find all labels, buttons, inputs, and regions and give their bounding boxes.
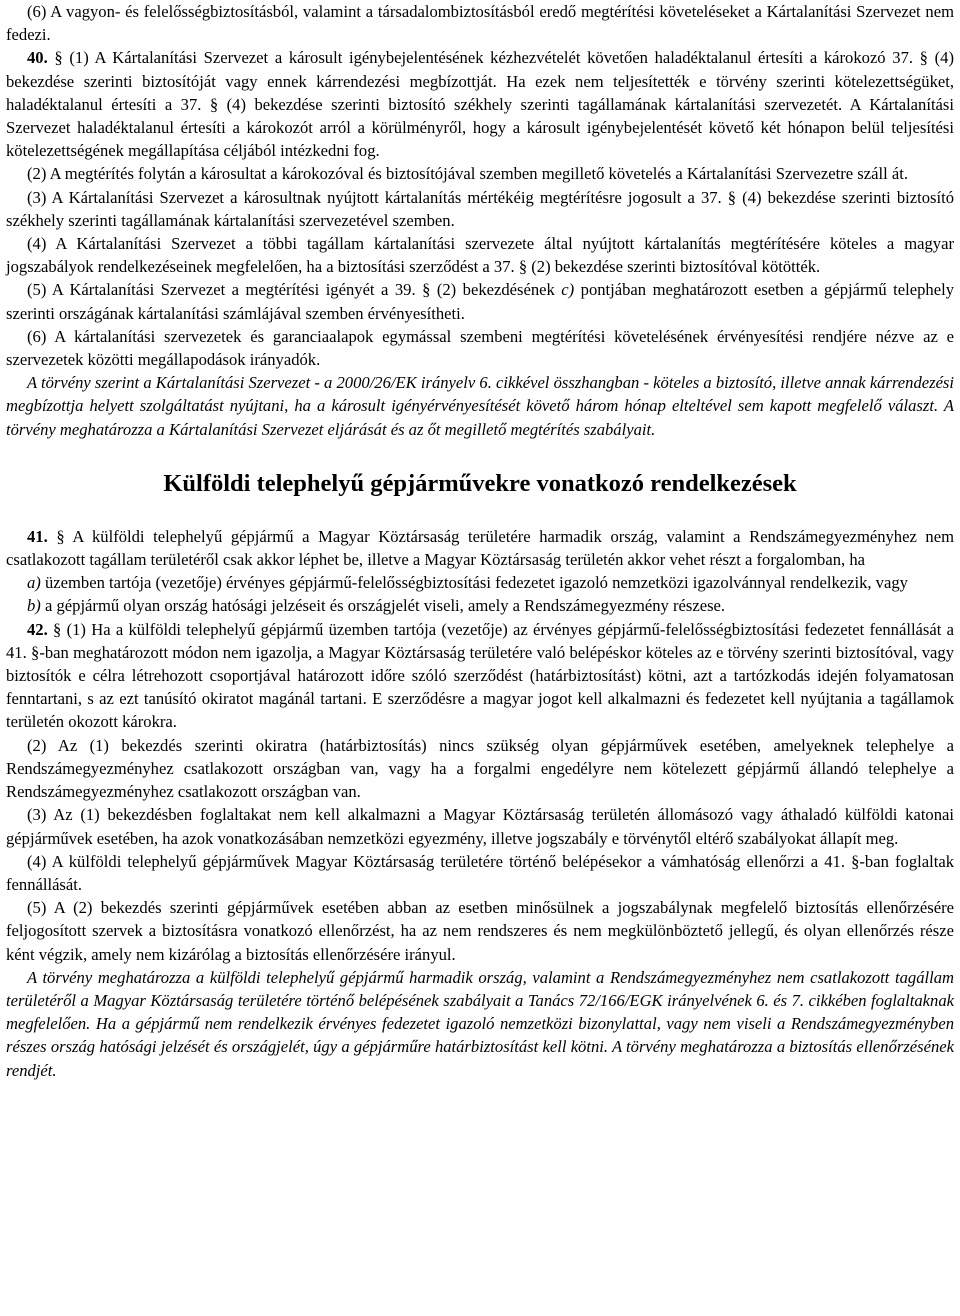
section-42-paragraph-2: (2) Az (1) bekezdés szerinti okiratra (határbiztosítás) nincs szükség olyan gépjárművek esetében, amelyeknek telephelye a Rendszámegyezményhez csatlakozott országban van, vagy ha a forgalmi engedélyre nem kötelezett gépjármű állandó telephelye a Rendszámegyezményhez csatlakozott országban van. bbox=[6, 735, 954, 802]
paragraph-40-2: (2) A megtérítés folytán a károsultat a károkozóval és biztosítójával szemben megillető követelés a Kártalanítási Szervezetre száll át. bbox=[27, 164, 908, 184]
section-42-paragraph-1: 42. § (1) Ha a külföldi telephelyű gépjármű üzemben tartója (vezetője) az érvényes gépjármű-felelősségbiztosítási fedezetet fennállását a 41. §-ban meghatározott módon nem igazolja, a Magyar Köztársaság területére való belépéskor köteles az e törvény szerinti biztosítóval, vagy biztosítók e célra létrehozott csoportjával határozott időre szóló szerződést (határbiztosítást) kötni, azt a tartózkodás idején folyamatosan fenntartani, s az ezt tanúsító okiratot magánál tartani. E szerződésre a magyar jogot kell alkalmazni és fedezetet kell nyújtania a tagállamok területén okozott károkra. bbox=[6, 619, 954, 732]
paragraph-40-6: (6) A vagyon- és felelősségbiztosításból, valamint a társadalombiztosításból eredő megtérítési követeléseket a Kártalanítási Szervezet nem fedezi. bbox=[6, 2, 954, 45]
section-number: 40. bbox=[27, 48, 48, 68]
section-42-paragraph-3: (3) Az (1) bekezdésben foglaltakat nem kell alkalmazni a Magyar Köztársaság területén állomásozó vagy áthaladó külföldi katonai gépjárművek esetében, ha azok vonatkozásában nemzetközi egyezmény, illetve jogszabály e törvénytől eltérő szabályokat állapít meg. bbox=[6, 805, 954, 848]
section-42-paragraph-5: (5) A (2) bekezdés szerinti gépjárművek esetében abban az esetben minősülnek a jogszabálynak megfelelő biztosítás ellenőrzésére feljogosított szervek a biztosításra vonatkozó ellenőrzést, ha az nem rendszeres és nem megkülönböztető jellegű, és olyan ellenőrzés része ként végzik, amely nem kizárólag a biztosítás ellenőrzésére irányul. bbox=[6, 898, 954, 964]
paragraph-40-5: (5) A Kártalanítási Szervezet a megtérítési igényét a 39. § (2) bekezdésének c) pontjában meghatározott esetben a gépjármű telephely szerinti országának kártalanítási számlájával szemben érvényesítheti. bbox=[6, 280, 954, 323]
explanatory-note-1: A törvény szerint a Kártalanítási Szervezet - a 2000/26/EK irányelv 6. cikkével összhangban - köteles a biztosító, illetve annak kárrendezési megbízottja helyett szolgáltatást nyújtani, ha a károsult igényérvényesítését követő három hónap elteltével sem kapott megfelelő választ. A törvény meghatározza a Kártalanítási Szervezet eljárását és az őt megillető megtérítés szabályait. bbox=[6, 373, 954, 439]
section-mark: § bbox=[53, 619, 62, 639]
paragraph-40-6b: (6) A kártalanítási szervezetek és garanciaalapok egymással szembeni megtérítési követelésének érvényesítési rendjére nézve az e szervezetek közötti megállapodások irányadók. bbox=[6, 326, 954, 370]
section-number: 42. bbox=[27, 619, 48, 639]
section-mark: § bbox=[54, 48, 63, 68]
section-mark: § bbox=[56, 526, 65, 546]
section-42-paragraph-4: (4) A külföldi telephelyű gépjárművek Magyar Köztársaság területére történő belépésekor a vámhatóság ellenőrzi a 41. §-ban foglaltak fennállását. bbox=[6, 851, 954, 894]
section-41-point-a: a) üzemben tartója (vezetője) érvényes gépjármű-felelősségbiztosítási fedezetet igazoló nemzetközi igazolvánnyal rendelkezik, vagy bbox=[27, 573, 908, 593]
section-41-point-b: b) a gépjármű olyan ország hatósági jelzéseit és országjelét viseli, amely a Rendszámegyezmény részese. bbox=[27, 596, 726, 616]
paragraph-40-3: (3) A Kártalanítási Szervezet a károsultnak nyújtott kártalanítás mértékéig megtérítésre jogosult a 37. § (4) bekezdése szerinti biztosító székhely szerinti tagállamának kártalanítási szervezetével szemben. bbox=[6, 187, 954, 230]
paragraph-40-4: (4) A Kártalanítási Szervezet a többi tagállam kártalanítási szervezete által nyújtott kártalanítás megtérítésére köteles a magyar jogszabályok rendelkezéseinek megfelelően, ha a biztosítási szerződést a 37. § (2) bekezdése szerinti biztosítóval kötötték. bbox=[6, 234, 954, 277]
section-40-paragraph-1 bbox=[6, 46, 954, 162]
explanatory-note-2: A törvény meghatározza a külföldi telephelyű gépjármű harmadik ország, valamint a Rendszámegyezményhez nem csatlakozott tagállam területéről a Magyar Köztársaság területére történő belépésének szabályait a Tanács 72/166/EGK irányelvének 6. és 7. cikkében foglaltaknak megfelelően. Ha a gépjármű nem rendelkezik érvényes fedezetet igazoló nemzetközi bizonylattal, vagy nem viseli a Rendszámegyezményben részes ország hatósági jelzését és országjelét, úgy a gépjárműre határbiztosítást kell kötni. A törvény meghatározza a biztosítás ellenőrzésének rendjét. bbox=[6, 967, 954, 1080]
italic-c: c) bbox=[561, 280, 575, 300]
section-40-text: (1) A Kártalanítási Szervezet a károsult igénybejelentésének kézhezvételét követően haladéktalanul értesíti a károkozó 37. § (4) bekezdése szerinti biztosítóját vagy ennek kárrendezési megbízottját. Ha ezek nem teljesítették e törvény szerinti kötelezettségüket, haladéktalanul értesíti a 37. § (4) bekezdése szerinti biztosító székhely szerinti tagállamának kártalanítási szervezetét. A Kártalanítási Szervezet haladéktalanul értesíti a károkozót arról a körülményről, hogy a károsult igénybejelentését követő két hónapon belül teljesítési kötelezettségének megállapítása céljából intézkedni fog. bbox=[6, 48, 954, 161]
section-number: 41. bbox=[27, 526, 48, 546]
section-heading: Külföldi telephelyű gépjárművekre vonatkozó rendelkezések bbox=[163, 469, 797, 497]
section-41: 41. § A külföldi telephelyű gépjármű a Magyar Köztársaság területére harmadik ország, valamint a Rendszámegyezményhez nem csatlakozott tagállam területéről csak akkor léphet be, illetve a Magyar Köztársaság területén akkor vehet részt a forgalomban, ha bbox=[6, 526, 954, 570]
